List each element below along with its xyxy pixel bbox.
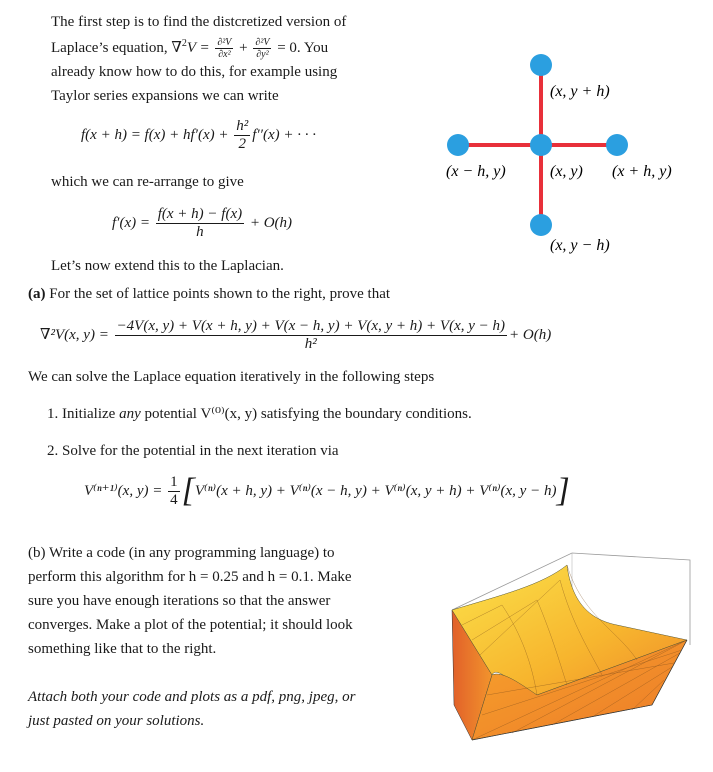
step-text: potential V⁽⁰⁾(x, y) satisfying the boundary conditions. xyxy=(140,406,472,422)
part-b-line-3: sure you have enough iterations so that the answer xyxy=(28,593,331,609)
step-number: 2. xyxy=(47,443,59,459)
node-bottom xyxy=(530,214,552,236)
taylor-lhs: f(x + h) = f(x) + hf′(x) + xyxy=(81,126,233,143)
left-bracket: [ xyxy=(181,471,195,509)
attach-line-2: just pasted on your solutions. xyxy=(28,713,205,729)
intro-line-1: The first step is to find the distcretized version of xyxy=(51,14,347,30)
derivative-lhs: f′(x) = xyxy=(112,214,154,231)
potential-surface-plot xyxy=(442,545,692,745)
taylor-equation xyxy=(81,118,316,153)
extend-text: Let’s now extend this to the Laplacian. xyxy=(51,258,284,274)
part-a-text: For the set of lattice points shown to the right, prove that xyxy=(49,286,391,302)
part-b-line-2: perform this algorithm for h = 0.25 and h = 0.1. Make xyxy=(28,569,352,585)
exponent: 2 xyxy=(181,37,187,49)
node-top xyxy=(530,54,552,76)
part-b-line-4: converges. Make a plot of the potential; it should look xyxy=(28,617,353,633)
iterative-intro: We can solve the Laplace equation iteratively in the following steps xyxy=(28,369,435,385)
derivative-rhs: + O(h) xyxy=(246,214,293,231)
step-emphasis: any xyxy=(119,406,141,422)
d2v-dy2: $\frac{\text{∂²V}}{\text{∂y²}}$ xyxy=(255,37,270,60)
label-bottom: (x, y − h) xyxy=(550,237,610,254)
laplacian-equation xyxy=(40,318,551,353)
step-2 xyxy=(47,441,339,462)
intro-text: Laplace’s equation, ∇ xyxy=(51,39,182,56)
label-right: (x + h, y) xyxy=(612,163,672,180)
step-number: 1. xyxy=(47,406,59,422)
taylor-rest: f′′(x) + · · · xyxy=(252,126,316,143)
step-text: Solve for the potential in the next iteration via xyxy=(62,443,339,459)
node-center xyxy=(530,134,552,156)
attach-line-1: Attach both your code and plots as a pdf, png, jpeg, or xyxy=(28,689,356,705)
intro-v: V = xyxy=(186,39,214,56)
node-right xyxy=(606,134,628,156)
intro-line-4: Taylor series expansions we can write xyxy=(51,88,279,104)
step-1 xyxy=(47,404,472,425)
intro-equals: = 0. You xyxy=(273,39,329,56)
right-bracket: ] xyxy=(556,471,570,509)
iteration-equation xyxy=(84,471,570,509)
label-left: (x − h, y) xyxy=(446,163,506,180)
iteration-lhs: V⁽ⁿ⁺¹⁾(x, y) = xyxy=(84,482,167,499)
part-a-label: (a) xyxy=(28,286,46,302)
derivative-fraction: $\frac{f(x + h) - f(x)}{h}$ xyxy=(157,206,243,240)
label-center: (x, y) xyxy=(550,163,583,180)
label-top: (x, y + h) xyxy=(550,83,610,100)
taylor-fraction: $\frac{\text{h²}}{2}$ xyxy=(236,118,249,152)
laplacian-rhs: + O(h) xyxy=(509,326,552,343)
d2v-dx2: $\frac{\text{∂²V}}{\text{∂x²}}$ xyxy=(217,37,232,60)
iteration-body: V⁽ⁿ⁾(x + h, y) + V⁽ⁿ⁾(x − h, y) + V⁽ⁿ⁾(x, y + h) + V⁽ⁿ⁾(x, y − h) xyxy=(194,482,557,499)
node-left xyxy=(447,134,469,156)
lattice-diagram xyxy=(430,40,710,270)
part-a-heading xyxy=(28,284,390,305)
rearrange-text: which we can re-arrange to give xyxy=(51,174,244,190)
laplacian-fraction: −4V(x, y) + V(x + h, y) + V(x − h, y) + V(x, y + h) + V(x, y − h) h² xyxy=(116,318,506,352)
part-b-line-5: something like that to the right. xyxy=(28,641,217,657)
part-b-line-1: (b) Write a code (in any programming language) to xyxy=(28,545,335,561)
step-text: Initialize xyxy=(62,406,120,422)
derivative-equation xyxy=(112,206,292,241)
intro-line-3: already know how to do this, for example using xyxy=(51,64,338,80)
laplacian-lhs: ∇²V(x, y) = xyxy=(40,326,113,343)
quarter-fraction: $\frac{1}{4}$ xyxy=(170,474,178,508)
intro-line-2: Laplace’s equation, ∇$^2$V = $\frac{\text{∂²V}}{\text{∂x²}}$ + $\frac{\text{∂²V}}{\text{∂y²}}$ = 0. You xyxy=(51,37,329,60)
